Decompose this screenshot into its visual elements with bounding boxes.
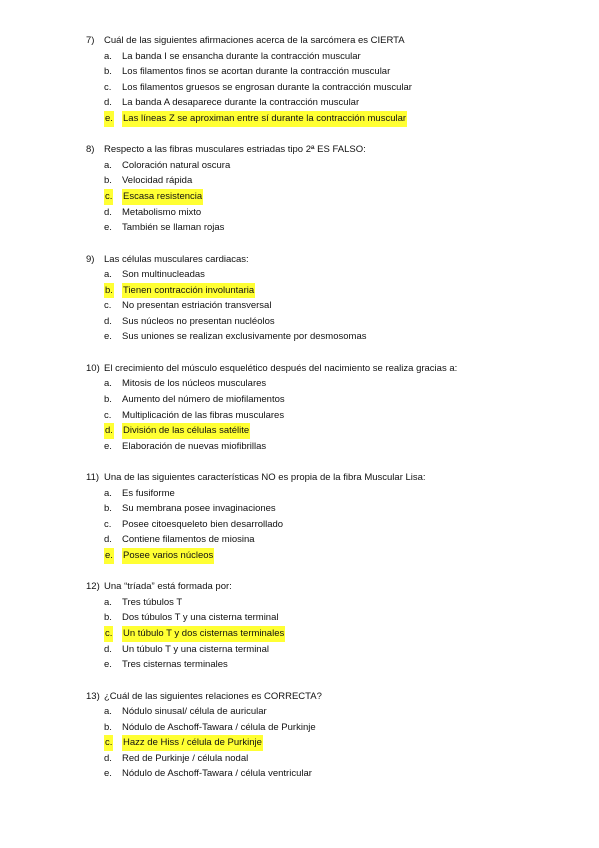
option-letter: d. <box>104 315 112 327</box>
option-letter: d. <box>104 752 112 764</box>
highlighted-answer-text: Un túbulo T y dos cisternas terminales <box>122 626 285 642</box>
option-letter: e. <box>104 659 112 671</box>
option-letter: b. <box>104 721 112 733</box>
option-letter: b. <box>104 612 112 624</box>
question-text: ¿Cuál de las siguientes relaciones es CORRECTA? <box>104 690 322 702</box>
option-letter: e. <box>104 331 112 343</box>
option-text: Posee citoesqueleto bien desarrollado <box>122 518 284 530</box>
answer-option <box>0 205 599 221</box>
option-text: También se llaman rojas <box>122 222 225 234</box>
option-letter: e. <box>104 548 114 564</box>
option-letter: e. <box>104 440 112 452</box>
option-letter: d. <box>104 423 114 439</box>
option-text: Nódulo sinusal/ célula de auricular <box>122 706 267 718</box>
option-letter: c. <box>104 300 112 312</box>
answer-option <box>0 298 599 314</box>
option-text: Son multinucleadas <box>122 269 205 281</box>
question-line <box>0 252 599 268</box>
option-text: Su membrana posee invaginaciones <box>122 503 276 515</box>
answer-option <box>0 595 599 611</box>
answer-option <box>0 532 599 548</box>
option-text: Tres cisternas terminales <box>122 659 228 671</box>
question-number: 7) <box>86 35 95 46</box>
answer-option <box>0 439 599 455</box>
option-letter: d. <box>104 534 112 546</box>
option-letter: a. <box>104 159 112 171</box>
question-number: 8) <box>86 144 95 156</box>
option-letter: d. <box>104 206 112 218</box>
option-text: Es fusiforme <box>122 487 175 499</box>
question-block <box>0 689 599 783</box>
answer-option <box>0 80 599 96</box>
option-text: Elaboración de nuevas miofibrillas <box>122 440 267 452</box>
option-letter: e. <box>104 222 112 234</box>
option-text: Velocidad rápida <box>122 175 193 187</box>
option-text: Un túbulo T y una cisterna terminal <box>122 643 269 655</box>
question-text: Una de las siguientes características NO es propia de la fibra Muscular Lisa: <box>104 472 426 483</box>
answer-option <box>0 766 599 782</box>
answer-option <box>0 314 599 330</box>
answer-option <box>0 735 599 751</box>
answer-option <box>0 486 599 502</box>
question-text: Respecto a las fibras musculares estriadas tipo 2ª ES FALSO: <box>104 144 366 156</box>
option-letter: b. <box>104 175 112 187</box>
answer-option <box>0 283 599 299</box>
option-letter: d. <box>104 643 112 655</box>
answer-option <box>0 329 599 345</box>
question-text: Cuál de las siguientes afirmaciones acerca de la sarcómera es CIERTA <box>104 35 405 46</box>
option-letter: a. <box>104 487 112 499</box>
question-block <box>0 33 599 127</box>
option-letter: e. <box>104 111 114 127</box>
answer-option <box>0 267 599 283</box>
question-text: Las células musculares cardiacas: <box>104 253 249 265</box>
option-text: Dos túbulos T y una cisterna terminal <box>122 612 279 624</box>
question-number: 10) <box>86 362 100 374</box>
question-block <box>0 470 599 564</box>
option-letter: b. <box>104 503 112 515</box>
question-number: 9) <box>86 253 95 265</box>
option-letter: b. <box>104 393 112 405</box>
option-text: Tres túbulos T <box>122 596 183 608</box>
question-line <box>0 689 599 705</box>
option-letter: e. <box>104 768 112 780</box>
answer-option <box>0 423 599 439</box>
option-letter: c. <box>104 409 112 421</box>
answer-option <box>0 173 599 189</box>
highlighted-answer-text: División de las células satélite <box>122 423 250 439</box>
option-letter: a. <box>104 378 112 390</box>
option-letter: a. <box>104 269 112 281</box>
option-letter: c. <box>104 518 112 530</box>
answer-option <box>0 751 599 767</box>
question-number: 11) <box>86 472 100 483</box>
option-text: Nódulo de Aschoff-Tawara / célula ventricular <box>122 768 312 780</box>
option-text: Sus núcleos no presentan nucléolos <box>122 315 275 327</box>
question-line <box>0 33 599 49</box>
question-text: El crecimiento del músculo esquelético después del nacimiento se realiza gracias a: <box>104 362 458 374</box>
option-letter: c. <box>104 626 113 642</box>
option-text: Nódulo de Aschoff-Tawara / célula de Purkinje <box>122 721 316 733</box>
option-text: Contiene filamentos de miosina <box>122 534 255 546</box>
answer-option <box>0 642 599 658</box>
question-line <box>0 361 599 377</box>
option-text: Metabolismo mixto <box>122 206 202 218</box>
answer-option <box>0 548 599 564</box>
answer-option <box>0 392 599 408</box>
answer-option <box>0 501 599 517</box>
option-letter: b. <box>104 283 114 299</box>
answer-option <box>0 408 599 424</box>
question-line <box>0 579 599 595</box>
question-block <box>0 579 599 673</box>
answer-option <box>0 64 599 80</box>
document-page <box>0 33 599 798</box>
highlighted-answer-text: Las líneas Z se aproximan entre sí durante la contracción muscular <box>122 111 407 127</box>
question-text: Una “tríada” está formada por: <box>104 581 232 593</box>
option-letter: d. <box>104 97 112 109</box>
answer-option <box>0 376 599 392</box>
option-letter: c. <box>104 81 112 93</box>
question-number: 13) <box>86 690 100 702</box>
option-text: Los filamentos finos se acortan durante la contracción muscular <box>122 66 391 78</box>
option-text: Mitosis de los núcleos musculares <box>122 378 267 390</box>
option-letter: a. <box>104 596 112 608</box>
answer-option <box>0 704 599 720</box>
option-text: Multiplicación de las fibras musculares <box>122 409 285 421</box>
option-letter: a. <box>104 50 112 62</box>
question-block <box>0 361 599 455</box>
answer-option <box>0 517 599 533</box>
option-text: Los filamentos gruesos se engrosan durante la contracción muscular <box>122 81 412 93</box>
answer-option <box>0 626 599 642</box>
option-letter: c. <box>104 735 113 751</box>
answer-option <box>0 657 599 673</box>
answer-option <box>0 111 599 127</box>
highlighted-answer-text: Tienen contracción involuntaria <box>122 283 255 299</box>
answer-option <box>0 189 599 205</box>
option-text: No presentan estriación transversal <box>122 300 272 312</box>
highlighted-answer-text: Hazz de Hiss / célula de Purkinje <box>122 735 263 751</box>
highlighted-answer-text: Escasa resistencia <box>122 189 203 205</box>
question-line <box>0 470 599 486</box>
answer-option <box>0 610 599 626</box>
question-number: 12) <box>86 581 100 593</box>
option-text: Aumento del número de miofilamentos <box>122 393 285 405</box>
option-text: La banda I se ensancha durante la contracción muscular <box>122 50 361 62</box>
option-text: Coloración natural oscura <box>122 159 231 171</box>
option-letter: b. <box>104 66 112 78</box>
answer-option <box>0 49 599 65</box>
option-letter: c. <box>104 189 113 205</box>
question-block <box>0 252 599 346</box>
option-text: Red de Purkinje / célula nodal <box>122 752 249 764</box>
answer-option <box>0 158 599 174</box>
answer-option <box>0 720 599 736</box>
option-text: Sus uniones se realizan exclusivamente por desmosomas <box>122 331 367 343</box>
option-letter: a. <box>104 706 112 718</box>
answer-option <box>0 220 599 236</box>
answer-option <box>0 95 599 111</box>
question-line <box>0 142 599 158</box>
option-text: La banda A desaparece durante la contracción muscular <box>122 97 360 109</box>
question-block <box>0 142 599 236</box>
highlighted-answer-text: Posee varios núcleos <box>122 548 214 564</box>
